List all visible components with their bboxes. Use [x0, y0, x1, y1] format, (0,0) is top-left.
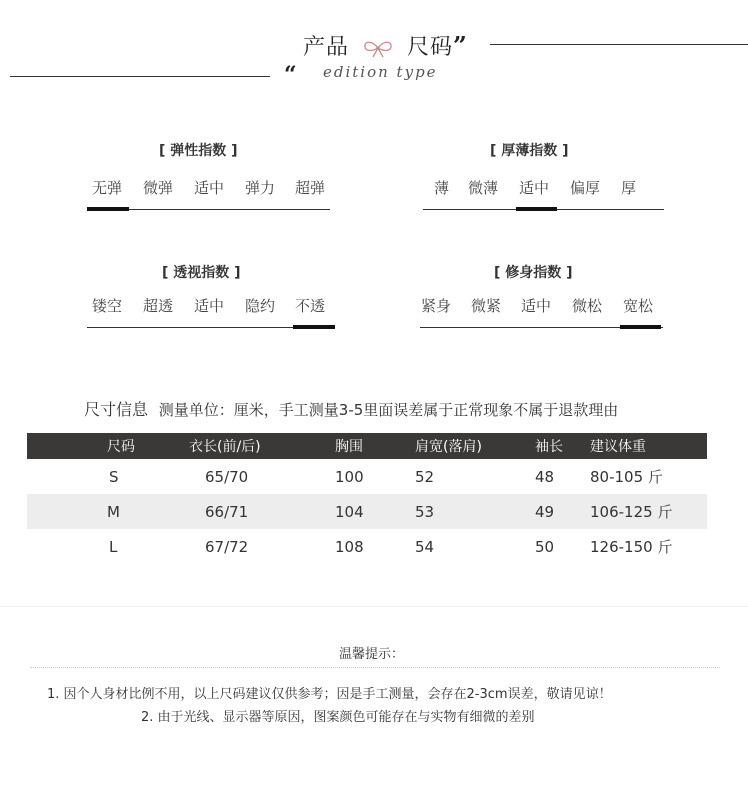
header-cell: 袖长: [535, 433, 590, 459]
elasticity-option: 微弹: [143, 179, 174, 197]
fit-title: [ 修身指数 ]: [494, 265, 573, 281]
close-quote: ”: [453, 31, 468, 60]
page-title: [303, 30, 468, 61]
weight-cell: 80-105 斤: [590, 468, 663, 486]
transparency-option: 隐约: [245, 297, 276, 315]
transparency-option: 不透: [295, 297, 326, 315]
chest-cell: 104: [335, 494, 415, 529]
size-cell: L: [109, 537, 118, 556]
header-rule-right: [490, 44, 748, 45]
weight-cell: 106-125 斤: [590, 494, 707, 529]
size-cell: M: [27, 494, 189, 529]
transparency-title: [ 透视指数 ]: [162, 265, 241, 281]
size-cell: S: [109, 467, 119, 486]
tip-item: 2. 由于光线、显示器等原因，图案颜色可能存在与实物有细微的差别: [141, 710, 535, 725]
sleeve-cell: 49: [535, 494, 590, 529]
transparency-marker: [293, 325, 335, 329]
transparency-option: 镂空: [92, 297, 123, 315]
sleeve-cell: 48: [535, 467, 555, 486]
size-caption: [84, 397, 618, 420]
elasticity-option: 适中: [194, 179, 225, 197]
size-info-note: 测量单位：厘米，手工测量3-5里面误差属于正常现象不属于退款理由: [158, 401, 619, 419]
fit-option: 微松: [572, 297, 603, 315]
section-divider: [0, 606, 748, 607]
subtitle: edition type: [323, 63, 438, 81]
sleeve-cell: 50: [535, 537, 555, 556]
size-table: [27, 433, 707, 564]
thickness-marker: [516, 207, 557, 211]
transparency-option: 超透: [143, 297, 174, 315]
size-table-header: [27, 433, 707, 459]
thickness-option: 微薄: [468, 179, 499, 197]
table-row: [27, 494, 707, 529]
thickness-option: 厚: [621, 179, 637, 197]
weight-cell: 126-150 斤: [590, 538, 673, 556]
elasticity-option: 弹力: [245, 179, 276, 197]
fit-option: 微紧: [471, 297, 502, 315]
fit-marker: [620, 325, 661, 329]
tips-title: 温馨提示：: [339, 647, 405, 662]
elasticity-option: 超弹: [295, 179, 326, 197]
chest-cell: 108: [335, 537, 364, 556]
header-cell: 建议体重: [590, 433, 707, 459]
length-cell: 66/71: [189, 494, 335, 529]
header-cell: 肩宽(落肩): [415, 433, 535, 459]
fit-option: 适中: [521, 297, 552, 315]
thickness-option: 薄: [434, 179, 450, 197]
length-cell: 67/72: [205, 537, 249, 556]
header-cell: 胸围: [335, 433, 415, 459]
open-quote: “: [284, 62, 297, 88]
header-cell: 衣长(前/后): [189, 433, 335, 459]
header-rule-left: [10, 76, 270, 77]
tips-divider: [30, 667, 720, 669]
thickness-option: 适中: [519, 179, 550, 197]
shoulder-cell: 53: [415, 494, 535, 529]
fit-option: 紧身: [421, 297, 452, 315]
fit-option: 宽松: [623, 297, 654, 315]
elasticity-marker: [87, 207, 129, 211]
elasticity-title: [ 弹性指数 ]: [159, 143, 238, 159]
title-left: 产品: [303, 35, 350, 60]
elasticity-option: 无弹: [92, 179, 123, 197]
size-info-label: 尺寸信息: [84, 400, 149, 419]
header-cell: 尺码: [27, 433, 189, 459]
table-row: [27, 459, 707, 494]
thickness-title: [ 厚薄指数 ]: [490, 143, 569, 159]
shoulder-cell: 52: [415, 467, 435, 486]
bow-icon: [361, 37, 395, 59]
transparency-option: 适中: [194, 297, 225, 315]
thickness-option: 偏厚: [570, 179, 601, 197]
title-right: 尺码: [407, 35, 454, 60]
length-cell: 65/70: [205, 467, 249, 486]
chest-cell: 100: [335, 467, 364, 486]
shoulder-cell: 54: [415, 537, 435, 556]
tip-item: 1. 因个人身材比例不用，以上尺码建议仅供参考；因是手工测量，会存在2-3cm误差，敬请见谅！: [47, 687, 612, 702]
table-row: [27, 529, 707, 564]
